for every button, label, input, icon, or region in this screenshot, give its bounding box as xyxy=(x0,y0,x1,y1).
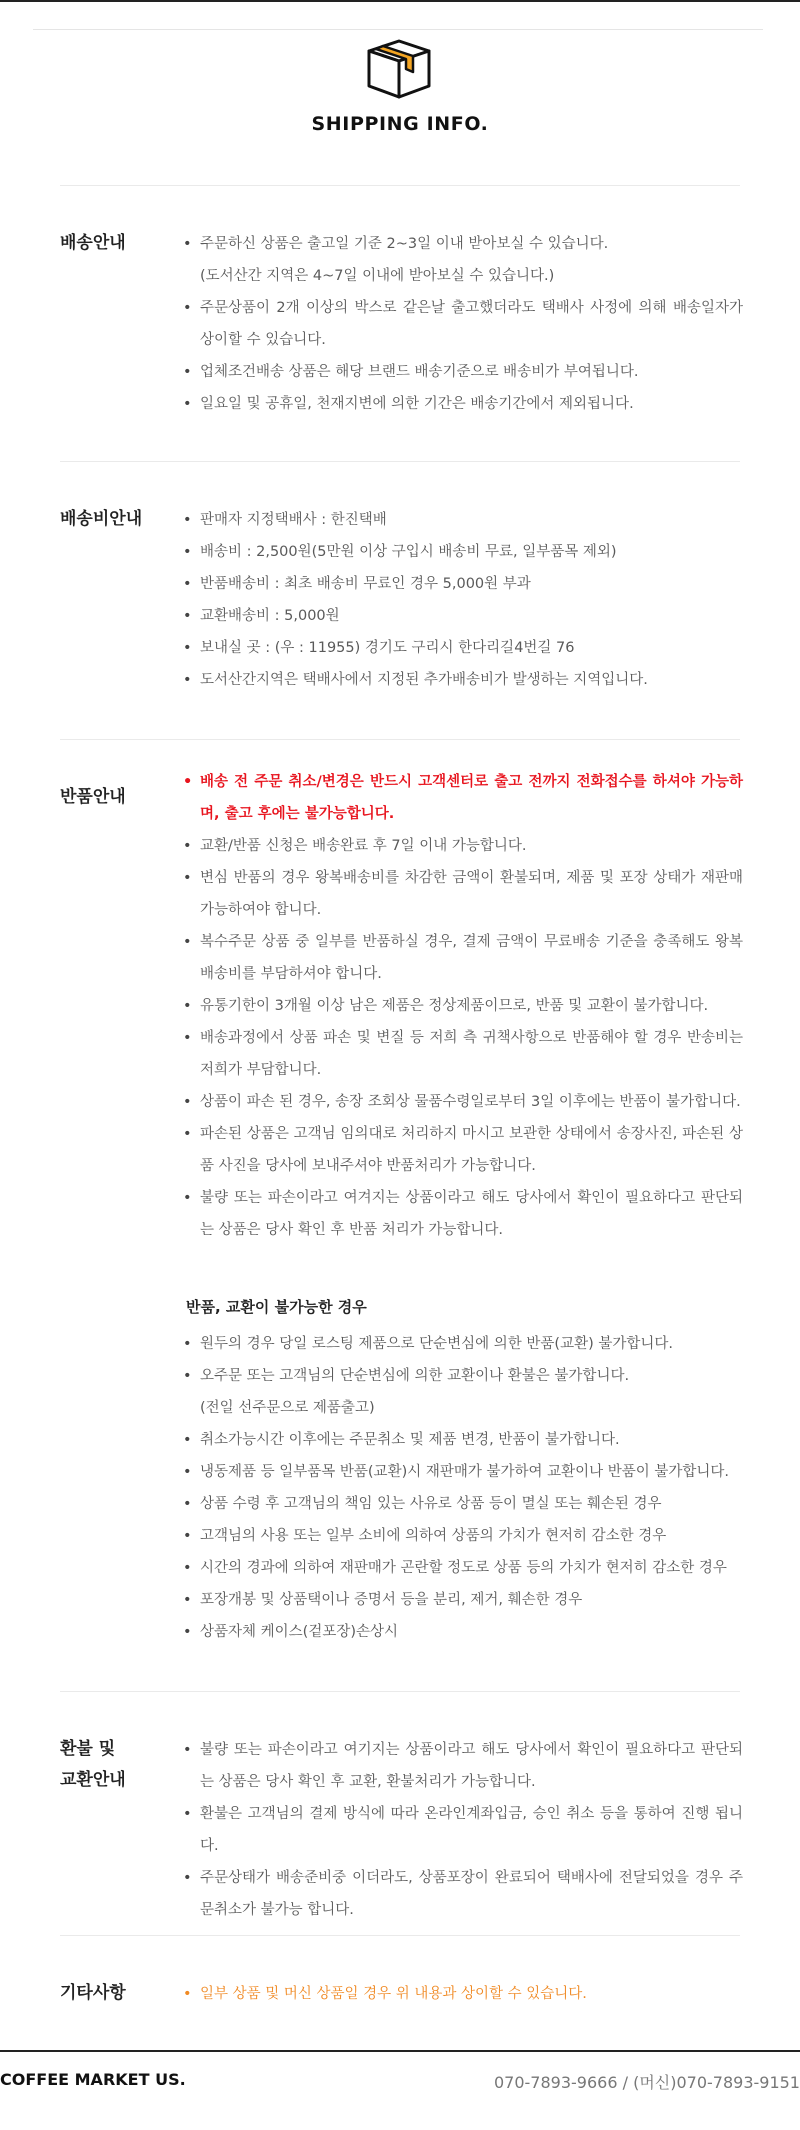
etc-list xyxy=(183,1978,743,2010)
list-item: • 냉동제품 등 일부품목 반품(교환)시 재판매가 불가하여 교환이나 반품이 불가합니다. xyxy=(183,1456,743,1488)
list-item: • 오주문 또는 고객님의 단순변심에 의한 교환이나 환불은 불가합니다. (전일 선주문으로 제품출고) xyxy=(183,1360,743,1424)
list-item: • 판매자 지정택배사 : 한진택배 xyxy=(183,504,743,536)
refund-section-label: 환불 및 교환안내 xyxy=(60,1739,126,1790)
delivery-list xyxy=(183,228,743,420)
section-divider xyxy=(60,1691,740,1692)
list-item: • 교환/반품 신청은 배송완료 후 7일 이내 가능합니다. xyxy=(183,830,743,862)
list-item: • 불량 또는 파손이라고 여겨지는 상품이라고 해도 당사에서 확인이 필요하다고 판단되는 상품은 당사 확인 후 반품 처리가 가능합니다. xyxy=(183,1182,743,1246)
header-divider xyxy=(33,29,763,30)
list-item: • 상품자체 케이스(겉포장)손상시 xyxy=(183,1616,743,1648)
list-item: • 보내실 곳 : (우 : 11955) 경기도 구리시 한다리길4번길 76 xyxy=(183,632,743,664)
returns-section-label: 반품안내 xyxy=(60,787,126,807)
list-item: • 불량 또는 파손이라고 여기지는 상품이라고 해도 당사에서 확인이 필요하다고 판단되는 상품은 당사 확인 후 교환, 환불처리가 가능합니다. xyxy=(183,1734,743,1798)
etc-notice: • 일부 상품 및 머신 상품일 경우 위 내용과 상이할 수 있습니다. xyxy=(183,1978,743,2010)
list-item: • 주문하신 상품은 출고일 기준 2~3일 이내 받아보실 수 있습니다. (도서산간 지역은 4~7일 이내에 받아보실 수 있습니다.) xyxy=(183,228,743,292)
returns-notice: • 배송 전 주문 취소/변경은 반드시 고객센터로 출고 전까지 전화접수를 하셔야 가능하며, 출고 후에는 불가능합니다. xyxy=(183,766,743,830)
list-item: • 포장개봉 및 상품택이나 증명서 등을 분리, 제거, 훼손한 경우 xyxy=(183,1584,743,1616)
list-item: • 시간의 경과에 의하여 재판매가 곤란할 정도로 상품 등의 가치가 현저히 감소한 경우 xyxy=(183,1552,743,1584)
section-divider xyxy=(60,461,740,462)
list-item: • 복수주문 상품 중 일부를 반품하실 경우, 결제 금액이 무료배송 기준을 충족해도 왕복배송비를 부담하셔야 합니다. xyxy=(183,926,743,990)
returns-list xyxy=(183,766,743,1246)
delivery-section-label: 배송안내 xyxy=(60,233,126,253)
list-item: • 도서산간지역은 택배사에서 지정된 추가배송비가 발생하는 지역입니다. xyxy=(183,664,743,696)
list-item: • 배송과정에서 상품 파손 및 변질 등 저희 측 귀책사항으로 반품해야 할 경우 반송비는 저희가 부담합니다. xyxy=(183,1022,743,1086)
footer-divider xyxy=(0,2050,800,2052)
section-divider xyxy=(60,739,740,740)
fee-section-label: 배송비안내 xyxy=(60,509,143,529)
not-allowed-list xyxy=(183,1328,743,1648)
list-item: • 배송비 : 2,500원(5만원 이상 구입시 배송비 무료, 일부품목 제외) xyxy=(183,536,743,568)
section-divider xyxy=(60,1935,740,1936)
footer-phone: 070-7893-9666 / (머신)070-7893-9151 xyxy=(493,2073,800,2092)
list-item: • 반품배송비 : 최초 배송비 무료인 경우 5,000원 부과 xyxy=(183,568,743,600)
fee-list xyxy=(183,504,743,696)
list-item: • 파손된 상품은 고객님 임의대로 처리하지 마시고 보관한 상태에서 송장사진, 파손된 상품 사진을 당사에 보내주셔야 반품처리가 가능합니다. xyxy=(183,1118,743,1182)
list-item: • 유통기한이 3개월 이상 남은 제품은 정상제품이므로, 반품 및 교환이 불가합니다. xyxy=(183,990,743,1022)
list-item: • 주문상품이 2개 이상의 박스로 같은날 출고했더라도 택배사 사정에 의해 배송일자가 상이할 수 있습니다. xyxy=(183,292,743,356)
list-item: • 업체조건배송 상품은 해당 브랜드 배송기준으로 배송비가 부여됩니다. xyxy=(183,356,743,388)
list-item: • 환불은 고객님의 결제 방식에 따라 온라인계좌입금, 승인 취소 등을 통하여 진행 됩니다. xyxy=(183,1798,743,1862)
shipping-info-title: SHIPPING INFO. xyxy=(311,113,489,135)
section-divider xyxy=(60,185,740,186)
refund-list xyxy=(183,1734,743,1926)
list-item: • 일요일 및 공휴일, 천재지변에 의한 기간은 배송기간에서 제외됩니다. xyxy=(183,388,743,420)
list-item: • 변심 반품의 경우 왕복배송비를 차감한 금액이 환불되며, 제품 및 포장 상태가 재판매 가능하여야 합니다. xyxy=(183,862,743,926)
list-item: • 고객님의 사용 또는 일부 소비에 의하여 상품의 가치가 현저히 감소한 경우 xyxy=(183,1520,743,1552)
box-icon xyxy=(366,38,432,100)
not-allowed-heading: 반품, 교환이 불가능한 경우 xyxy=(186,1298,367,1316)
etc-section-label: 기타사항 xyxy=(60,1983,126,2003)
list-item: • 교환배송비 : 5,000원 xyxy=(183,600,743,632)
list-item: • 주문상태가 배송준비중 이더라도, 상품포장이 완료되어 택배사에 전달되었을 경우 주문취소가 불가능 합니다. xyxy=(183,1862,743,1926)
footer-brand: COFFEE MARKET US. xyxy=(0,2070,186,2089)
top-border xyxy=(0,0,800,2)
list-item: • 취소가능시간 이후에는 주문취소 및 제품 변경, 반품이 불가합니다. xyxy=(183,1424,743,1456)
list-item: • 상품이 파손 된 경우, 송장 조회상 물품수령일로부터 3일 이후에는 반품이 불가합니다. xyxy=(183,1086,743,1118)
list-item: • 원두의 경우 당일 로스팅 제품으로 단순변심에 의한 반품(교환) 불가합니다. xyxy=(183,1328,743,1360)
list-item: • 상품 수령 후 고객님의 책임 있는 사유로 상품 등이 멸실 또는 훼손된 경우 xyxy=(183,1488,743,1520)
